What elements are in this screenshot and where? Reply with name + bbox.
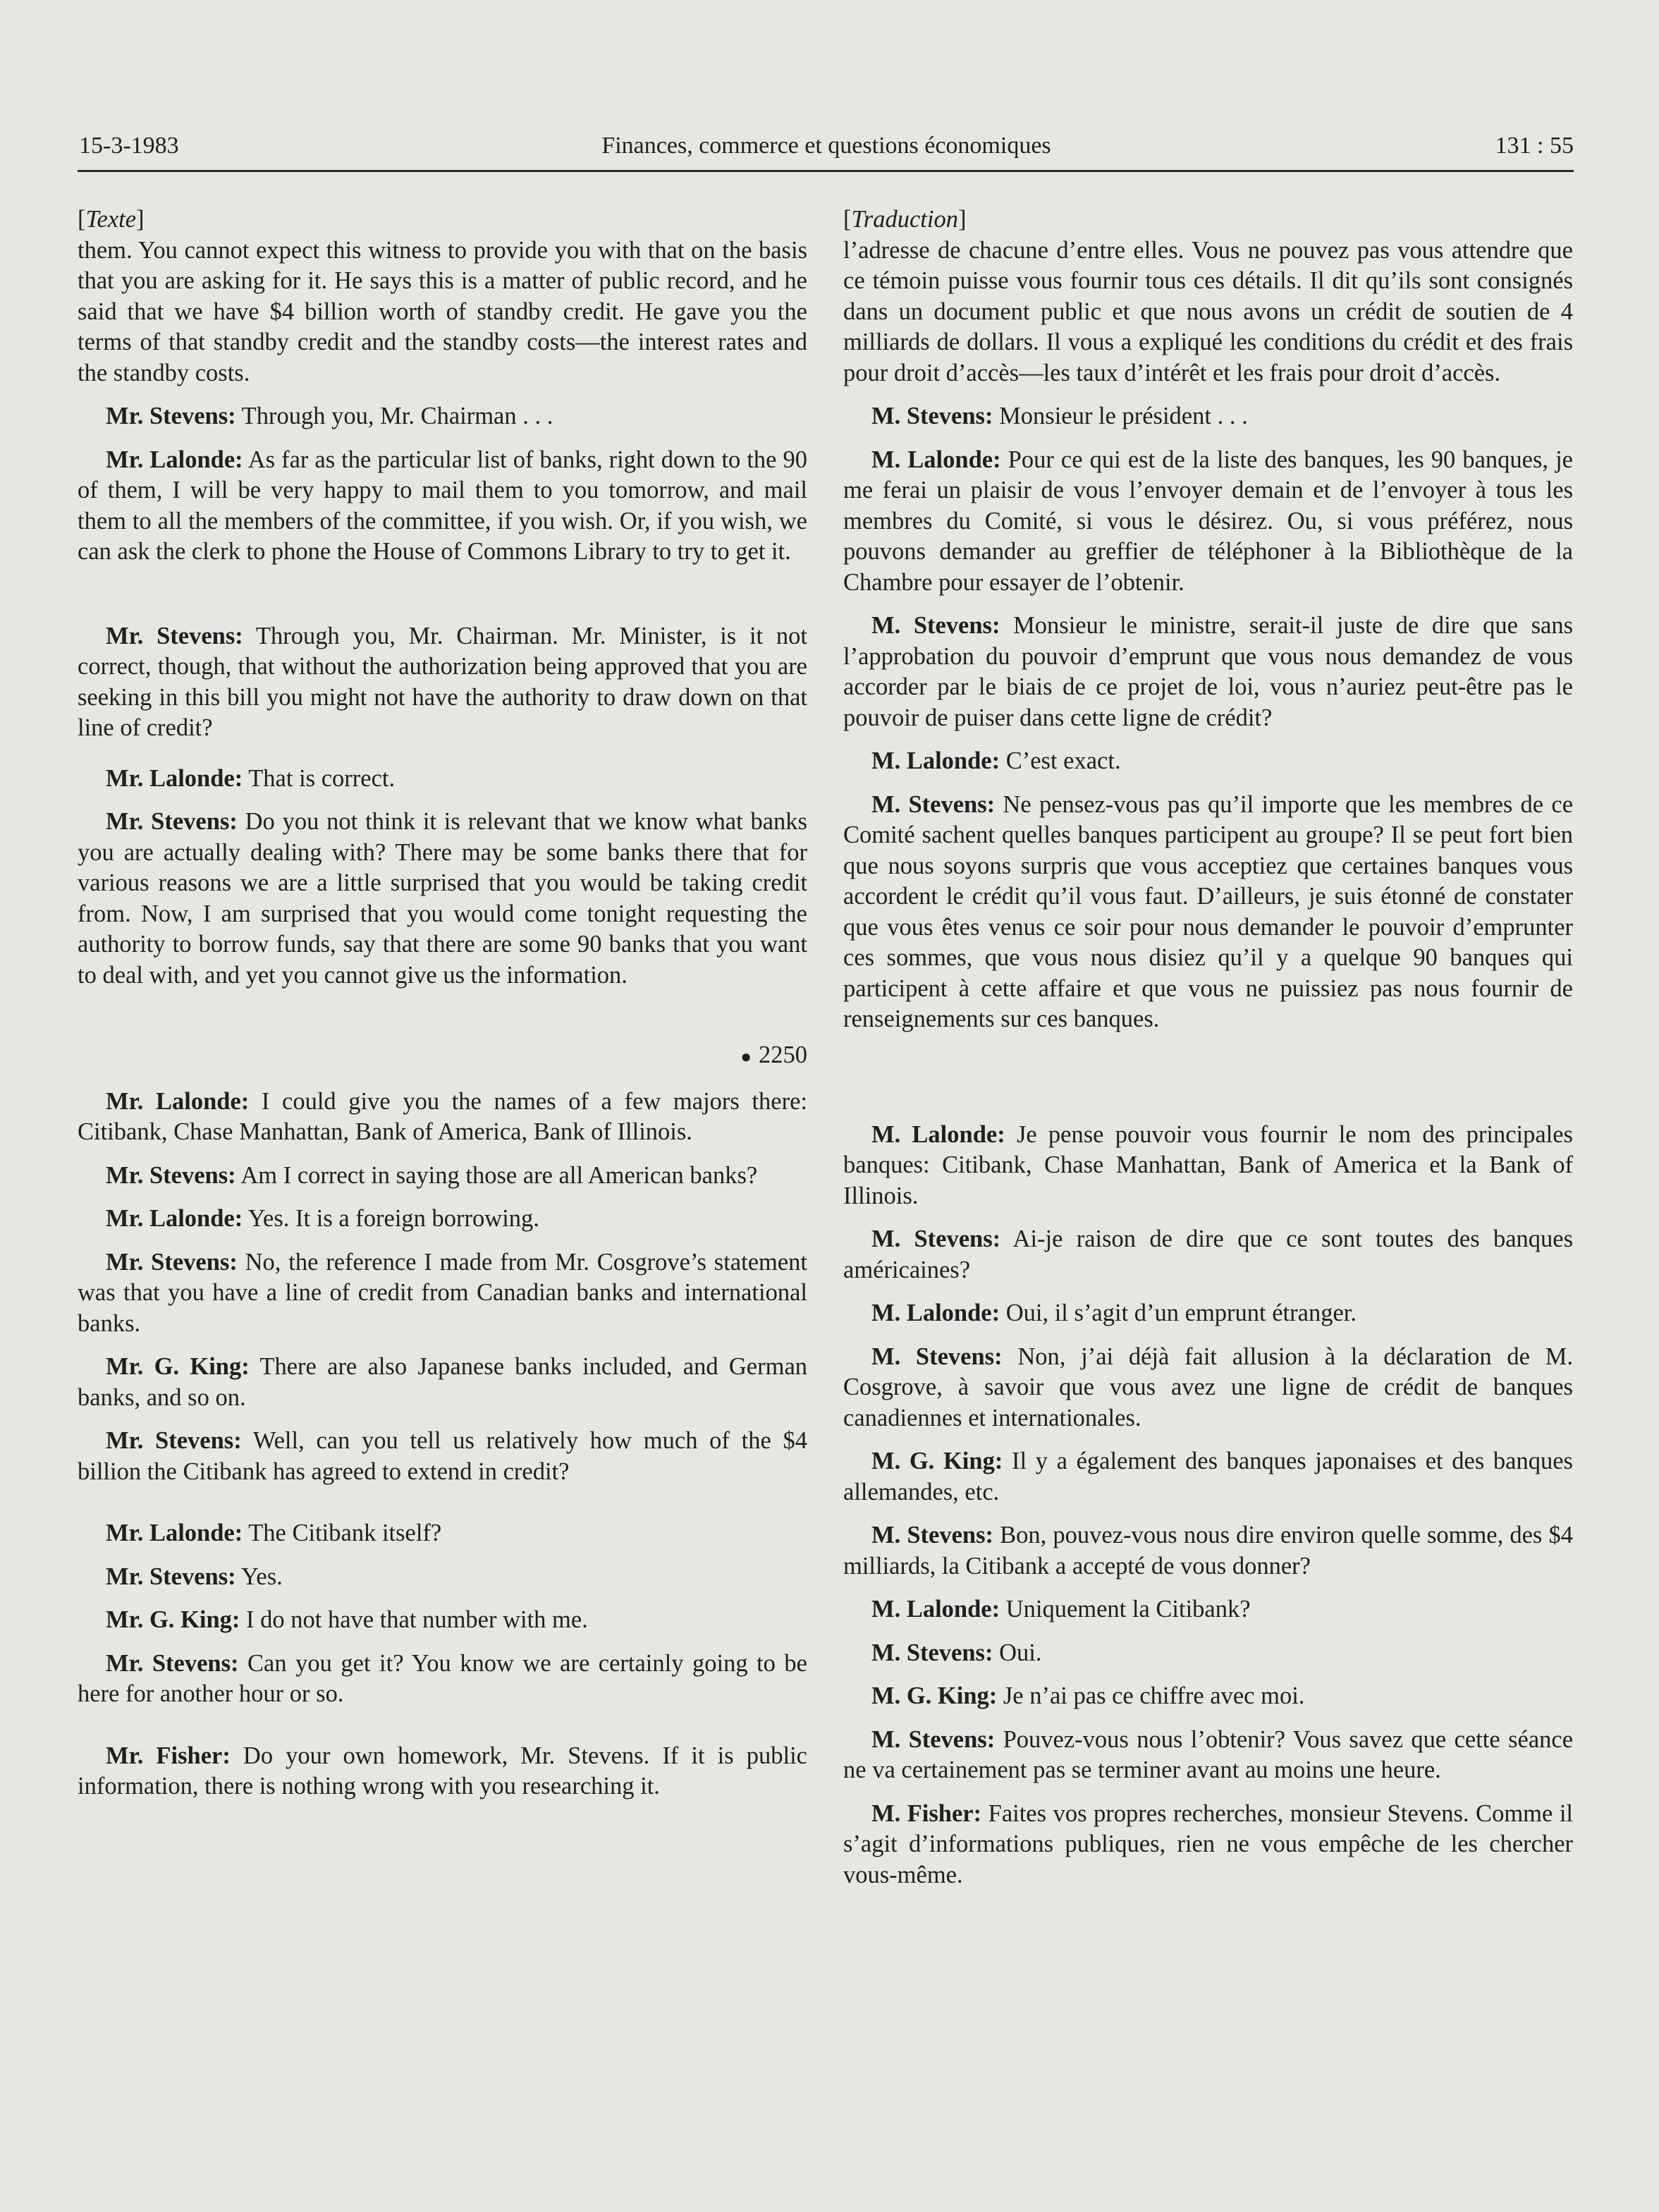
speaker-name: Mr. Stevens: <box>106 1161 236 1189</box>
paragraph: l’adresse de chacune d’entre elles. Vous ne pouvez pas vous attendre que ce témoin puisse vous fournir tous ces détails. Il dit qu’ils sont consignés dans un document public et que nous avons un crédit de soutien de 4 milliards de dollars. Il vous a expliqué les conditions du crédit et des frais pour droit d’accès—les taux d’intérêt et les frais pour droit d’accès. <box>843 236 1573 386</box>
speaker-name: M. Stevens: <box>871 1522 993 1548</box>
speaker-name: M. Lalonde: <box>871 1120 1005 1148</box>
speaker-name: M. Stevens: <box>871 790 996 818</box>
speaker-name: Mr. Lalonde: <box>106 1520 243 1547</box>
paragraph: Mr. Stevens: Do you not think it is relevant that we know what banks you are actually dealing with? There may be some banks there that for various reasons we are a little surprised that you would be taking credit from. Now, I am surprised that you would come tonight requesting the authority to borrow funds, say that there are some 90 banks that you want to deal with, and yet you cannot give us the information. <box>78 808 807 989</box>
paragraph: Mr. Lalonde: Yes. It is a foreign borrowing. <box>106 1205 539 1233</box>
speaker-name: Mr. Stevens: <box>106 403 236 429</box>
speaker-name: M. Stevens: <box>871 1226 1001 1252</box>
section-tag-texte: [Texte] <box>78 206 145 233</box>
paragraph: M. Lalonde: Je pense pouvoir vous fournir le nom des principales banques: Citibank, Chase Manhattan, Bank of America et la Bank of Illinois. <box>843 1120 1573 1209</box>
speaker-name: M. Stevens: <box>871 1639 993 1666</box>
header-date: 15-3-1983 <box>79 133 179 159</box>
paragraph: M. Stevens: Bon, pouvez-vous nous dire environ quelle somme, des $4 milliards, la Citibank a accepté de vous donner? <box>843 1522 1574 1579</box>
speaker-name: Mr. Lalonde: <box>106 446 243 473</box>
paragraph: M. Lalonde: C’est exact. <box>871 747 1121 774</box>
time-marker: ● 2250 <box>740 1041 807 1068</box>
header-title: Finances, commerce et questions économiques <box>601 133 1051 159</box>
speaker-name: Mr. G. King: <box>106 1353 250 1381</box>
speaker-name: Mr. G. King: <box>106 1606 240 1634</box>
speaker-name: Mr. Stevens: <box>106 1563 236 1590</box>
speaker-name: M. G. King: <box>871 1448 1003 1474</box>
paragraph: M. Stevens: Monsieur le ministre, serait-il juste de dire que sans l’approbation du pouvoir d’emprunt que vous nous demandez de vous accorder par le biais de ce projet de loi, vous n’auriez peut-être pas le pouvoir de puiser dans cette ligne de crédit? <box>843 612 1573 731</box>
paragraph: Mr. Lalonde: I could give you the names of a few majors there: Citibank, Chase Manhattan, Bank of America, Bank of Illinois. <box>78 1087 807 1146</box>
paragraph: Mr. G. King: There are also Japanese banks included, and German banks, and so on. <box>78 1353 808 1411</box>
paragraph: Mr. Stevens: Through you, Mr. Chairman. Mr. Minister, is it not correct, though, that without the authorization being approved that you are seeking in this bill you might not have the authority to draw down on that line of credit? <box>78 622 807 741</box>
paragraph: Mr. Stevens: Yes. <box>106 1563 283 1590</box>
paragraph: M. Stevens: Monsieur le président . . . <box>871 403 1248 429</box>
bullet-icon: ● <box>740 1046 752 1068</box>
section-tag-traduction: [Traduction] <box>843 206 967 233</box>
speaker-name: Mr. Lalonde: <box>106 1087 250 1115</box>
speaker-name: Mr. Stevens: <box>106 1649 239 1677</box>
speaker-name: M. Stevens: <box>871 403 993 429</box>
speaker-name: Mr. Lalonde: <box>106 764 243 792</box>
speaker-name: M. Stevens: <box>871 1343 1003 1370</box>
paragraph: Mr. G. King: I do not have that number with me. <box>106 1606 588 1634</box>
paragraph: Mr. Stevens: Can you get it? You know we are certainly going to be here for another hour or so. <box>78 1649 807 1708</box>
paragraph: M. Stevens: Ne pensez-vous pas qu’il importe que les membres de ce Comité sachent quelles banques participent au groupe? Il se peut fort bien que nous soyons surpris que vous acceptiez que certaines banques vous accordent le crédit qu’il vous faut. D’ailleurs, je suis étonné de constater que vous êtes venus ce soir pour nous demander le pouvoir d’emprunter ces sommes, que vous nous disiez qu’il y a quelque 90 banques qui participent à cette affaire et que vous ne puissiez pas nous fournir de renseignements sur ces banques. <box>843 790 1574 1032</box>
speaker-name: M. Lalonde: <box>871 1300 1000 1326</box>
paragraph: Mr. Stevens: Am I correct in saying those are all American banks? <box>106 1161 758 1189</box>
paragraph: M. Fisher: Faites vos propres recherches, monsieur Stevens. Comme il s’agit d’informations publiques, rien ne vous empêche de les chercher vous-même. <box>843 1799 1574 1888</box>
paragraph: them. You cannot expect this witness to provide you with that on the basis that you are asking for it. He says this is a matter of public record, and he said that we have $4 billion worth of standby credit. He gave you the terms of that standby credit and the standby costs—the interest rates and the standby costs. <box>78 236 807 386</box>
speaker-name: M. G. King: <box>871 1682 998 1709</box>
speaker-name: M. Lalonde: <box>871 747 1000 774</box>
paragraph: M. Lalonde: Pour ce qui est de la liste des banques, les 90 banques, je me ferai un plaisir de vous l’envoyer demain et de l’envoyer à tous les membres du Comité, si vous le désirez. Ou, si vous préférez, nous pouvons demander au greffier de téléphoner à la Bibliothèque de la Chambre pour essayer de l’obtenir. <box>843 446 1573 596</box>
paragraph: M. Stevens: Ai-je raison de dire que ce sont toutes des banques américaines? <box>843 1226 1573 1283</box>
speaker-name: M. Fisher: <box>871 1799 982 1827</box>
speaker-name: M. Stevens: <box>871 1725 996 1753</box>
paragraph: M. G. King: Je n’ai pas ce chiffre avec moi. <box>871 1682 1305 1709</box>
paragraph: Mr. Stevens: No, the reference I made from Mr. Cosgrove’s statement was that you have a line of credit from Canadian banks and international banks. <box>78 1248 807 1337</box>
speaker-name: Mr. Lalonde: <box>106 1205 243 1233</box>
paragraph: M. Lalonde: Uniquement la Citibank? <box>871 1596 1251 1623</box>
paragraph: Mr. Lalonde: That is correct. <box>106 764 396 792</box>
speaker-name: Mr. Stevens: <box>106 622 243 649</box>
speaker-name: Mr. Fisher: <box>106 1742 231 1769</box>
speaker-name: M. Lalonde: <box>871 1596 1000 1623</box>
paragraph: Mr. Stevens: Well, can you tell us relatively how much of the $4 billion the Citibank has agreed to extend in credit? <box>78 1427 807 1485</box>
speaker-name: Mr. Stevens: <box>106 1427 242 1455</box>
running-header <box>79 133 1574 169</box>
paragraph: M. Lalonde: Oui, il s’agit d’un emprunt étranger. <box>871 1300 1357 1326</box>
paragraph: Mr. Lalonde: The Citibank itself? <box>106 1520 442 1547</box>
paragraph: M. Stevens: Oui. <box>871 1639 1042 1666</box>
paragraph: M. G. King: Il y a également des banques japonaises et des banques allemandes, etc. <box>843 1448 1573 1505</box>
paragraph: M. Stevens: Pouvez-vous nous l’obtenir? Vous savez que cette séance ne va certainement pas se terminer avant au moins une heure. <box>843 1725 1574 1783</box>
paragraph: Mr. Fisher: Do your own homework, Mr. Stevens. If it is public information, there is nothing wrong with you researching it. <box>78 1742 807 1800</box>
paragraph: Mr. Lalonde: As far as the particular list of banks, right down to the 90 of them, I will be very happy to mail them to you tomorrow, and mail them to all the members of the committee, if you wish. Or, if you wish, we can ask the clerk to phone the House of Commons Library to try to get it. <box>78 446 807 565</box>
french-column <box>843 204 1573 1903</box>
speaker-name: M. Lalonde: <box>871 446 1001 473</box>
speaker-name: M. Stevens: <box>871 612 1000 639</box>
paragraph: Mr. Stevens: Through you, Mr. Chairman . . . <box>106 403 553 429</box>
english-column <box>78 204 807 1815</box>
header-page-number: 131 : 55 <box>1495 133 1574 159</box>
header-rule <box>78 170 1574 172</box>
speaker-name: Mr. Stevens: <box>106 1248 238 1276</box>
speaker-name: Mr. Stevens: <box>106 808 238 835</box>
paragraph: M. Stevens: Non, j’ai déjà fait allusion à la déclaration de M. Cosgrove, à savoir que vous avez une ligne de crédit de banques canadiennes et internationales. <box>843 1343 1574 1431</box>
